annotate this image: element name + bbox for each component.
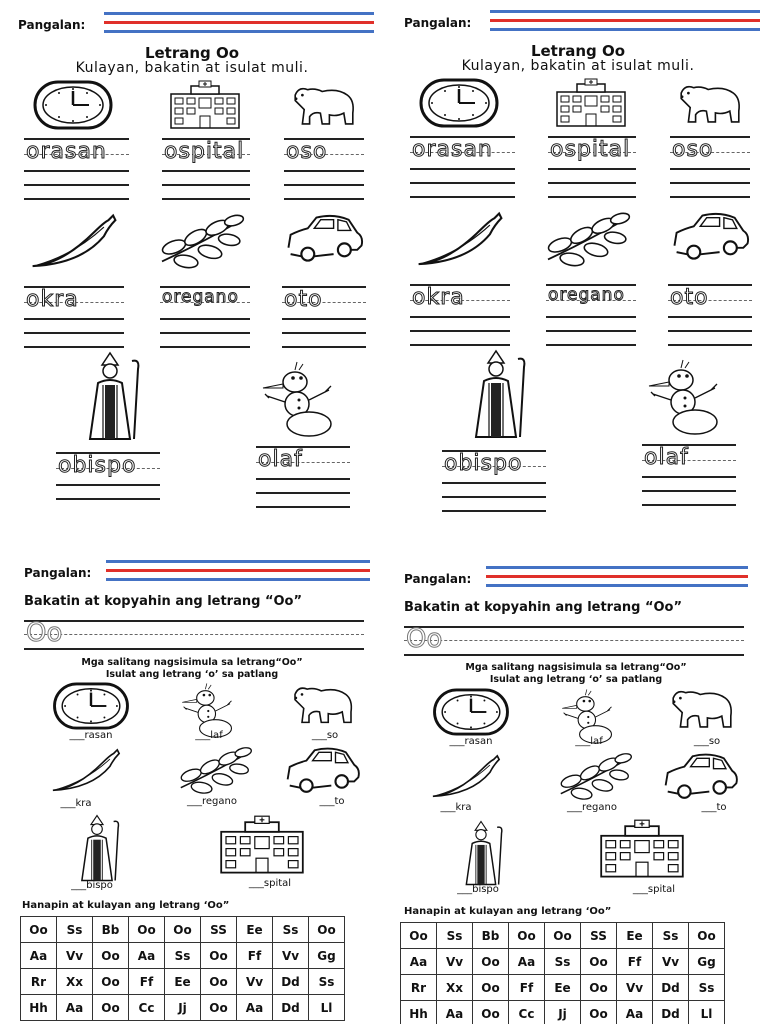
grid-cell[interactable]: Rr bbox=[401, 975, 437, 1001]
page-title: Letrang Oo bbox=[530, 42, 626, 60]
letter-grid bbox=[20, 916, 345, 1021]
trace-box bbox=[24, 132, 129, 200]
grid-cell[interactable]: Ss bbox=[653, 923, 689, 949]
find-title: Hanapin at kulayan ang letrang ‘Oo” bbox=[404, 906, 612, 917]
grid-cell[interactable]: Aa bbox=[57, 995, 93, 1021]
grid-cell[interactable]: Oo bbox=[473, 1001, 509, 1024]
worksheet-bottom-right bbox=[384, 512, 768, 1024]
grid-cell[interactable]: Ss bbox=[545, 949, 581, 975]
trace-box bbox=[24, 280, 124, 348]
blank-word: ___rasan bbox=[449, 736, 493, 747]
name-label: Pangalan: bbox=[404, 572, 472, 586]
trace-box bbox=[284, 132, 364, 200]
okra-icon bbox=[414, 206, 506, 274]
grid-cell[interactable]: Aa bbox=[401, 949, 437, 975]
grid-cell[interactable]: Ff bbox=[237, 943, 273, 969]
grid-cell[interactable]: Ff bbox=[129, 969, 165, 995]
grid-cell[interactable]: Ee bbox=[617, 923, 653, 949]
trace-word: oso bbox=[286, 139, 328, 164]
trace-box bbox=[410, 130, 515, 198]
grid-cell[interactable]: Oo bbox=[201, 943, 237, 969]
clock-icon bbox=[50, 682, 132, 730]
subtitle-instruction: Isulat ang letrang ‘o’ sa patlang bbox=[105, 669, 279, 680]
trace-box bbox=[410, 278, 510, 346]
grid-cell[interactable]: Gg bbox=[309, 943, 345, 969]
grid-cell[interactable]: Ee bbox=[165, 969, 201, 995]
grid-cell[interactable]: Oo bbox=[165, 917, 201, 943]
blank-word: ___rasan bbox=[69, 730, 113, 741]
trace-box bbox=[546, 278, 636, 346]
grid-cell[interactable]: SS bbox=[201, 917, 237, 943]
trace-word: oregano bbox=[548, 285, 625, 305]
okra-icon bbox=[420, 754, 512, 800]
name-label: Pangalan: bbox=[24, 566, 92, 580]
bear-icon bbox=[666, 684, 738, 732]
name-line bbox=[104, 12, 374, 34]
grid-cell[interactable]: Cc bbox=[129, 995, 165, 1021]
worksheet-top-left bbox=[0, 0, 384, 512]
grid-cell[interactable]: Vv bbox=[237, 969, 273, 995]
name-label: Pangalan: bbox=[18, 18, 86, 32]
blank-word: ___regano bbox=[187, 796, 237, 807]
trace-box bbox=[668, 278, 752, 346]
grid-cell[interactable]: Oo bbox=[473, 949, 509, 975]
trace-word: obispo bbox=[444, 451, 523, 476]
grid-cell[interactable]: Oo bbox=[401, 923, 437, 949]
grid-cell[interactable]: Rr bbox=[21, 969, 57, 995]
clock-icon bbox=[430, 688, 512, 736]
name-line bbox=[490, 10, 760, 32]
blank-word: ___kra bbox=[440, 802, 472, 813]
snowman-icon bbox=[638, 358, 734, 438]
clock-icon bbox=[30, 80, 116, 130]
blank-word: ___laf bbox=[195, 730, 223, 741]
trace-letter: Oo bbox=[26, 618, 63, 648]
grid-cell[interactable]: Vv bbox=[437, 949, 473, 975]
trace-word: okra bbox=[412, 285, 465, 310]
grid-cell[interactable]: Ff bbox=[509, 975, 545, 1001]
trace-word: olaf bbox=[258, 447, 303, 472]
grid-cell[interactable]: Oo bbox=[201, 969, 237, 995]
grid-cell[interactable]: Vv bbox=[273, 943, 309, 969]
subtitle: Mga salitang nagsisimula sa letrang“Oo” bbox=[81, 657, 303, 668]
bear-icon bbox=[288, 680, 358, 728]
trace-box bbox=[56, 446, 160, 512]
grid-cell[interactable]: Bb bbox=[93, 917, 129, 943]
page-title: Letrang Oo bbox=[144, 44, 240, 62]
trace-word: ospital bbox=[550, 137, 631, 162]
grid-cell[interactable]: Oo bbox=[509, 923, 545, 949]
letter-trace-area bbox=[24, 616, 364, 656]
bishop-icon bbox=[62, 814, 132, 882]
grid-cell[interactable]: Aa bbox=[437, 1001, 473, 1024]
trace-box bbox=[160, 280, 250, 348]
trace-word: ospital bbox=[164, 139, 245, 164]
blank-word: ___bispo bbox=[71, 880, 113, 891]
grid-cell[interactable]: Ee bbox=[237, 917, 273, 943]
car-icon bbox=[668, 204, 754, 268]
grid-cell[interactable]: Xx bbox=[437, 975, 473, 1001]
bishop-icon bbox=[446, 820, 516, 886]
oregano-icon bbox=[168, 744, 256, 796]
trace-word: oto bbox=[670, 285, 709, 310]
grid-cell[interactable]: Oo bbox=[581, 975, 617, 1001]
blank-word: ___to bbox=[319, 796, 345, 807]
grid-cell[interactable]: Vv bbox=[617, 975, 653, 1001]
name-line bbox=[486, 566, 748, 588]
blank-word: ___spital bbox=[632, 884, 676, 895]
trace-word: oso bbox=[672, 137, 714, 162]
grid-cell[interactable]: Ss bbox=[437, 923, 473, 949]
grid-cell[interactable]: Oo bbox=[581, 949, 617, 975]
grid-cell[interactable]: Ss bbox=[309, 969, 345, 995]
oregano-icon bbox=[536, 204, 632, 274]
grid-cell[interactable]: Oo bbox=[93, 995, 129, 1021]
trace-word: okra bbox=[26, 287, 79, 312]
blank-word: ___laf bbox=[575, 736, 603, 747]
trace-letter: Oo bbox=[406, 624, 443, 654]
bishop-icon bbox=[456, 348, 536, 440]
grid-cell[interactable]: Xx bbox=[57, 969, 93, 995]
grid-cell[interactable]: Aa bbox=[129, 943, 165, 969]
grid-cell[interactable]: Ll bbox=[689, 1001, 725, 1024]
bear-icon bbox=[674, 78, 746, 128]
grid-cell[interactable]: Ll bbox=[309, 995, 345, 1021]
subtitle: Mga salitang nagsisimula sa letrang“Oo” bbox=[465, 662, 687, 673]
grid-cell[interactable]: Cc bbox=[509, 1001, 545, 1024]
hospital-icon bbox=[551, 78, 631, 128]
okra-icon bbox=[40, 748, 132, 794]
snowman-icon bbox=[252, 360, 348, 440]
trace-box bbox=[282, 280, 366, 348]
grid-cell[interactable]: Oo bbox=[21, 917, 57, 943]
name-line bbox=[106, 560, 370, 582]
blank-word: ___regano bbox=[567, 802, 617, 813]
hospital-icon bbox=[214, 812, 310, 878]
grid-cell[interactable]: Oo bbox=[473, 975, 509, 1001]
letter-trace-area bbox=[404, 622, 744, 662]
blank-word: ___to bbox=[701, 802, 727, 813]
grid-cell[interactable]: Hh bbox=[21, 995, 57, 1021]
page-title: Bakatin at kopyahin ang letrang “Oo” bbox=[404, 600, 683, 615]
grid-cell[interactable]: Oo bbox=[545, 923, 581, 949]
find-title: Hanapin at kulayan ang letrang ‘Oo” bbox=[22, 900, 230, 911]
worksheet-top-right bbox=[386, 0, 768, 512]
hospital-icon bbox=[165, 80, 245, 130]
trace-box bbox=[670, 130, 750, 198]
page-title: Bakatin at kopyahin ang letrang “Oo” bbox=[24, 594, 303, 609]
trace-box bbox=[162, 132, 250, 200]
trace-box bbox=[642, 438, 736, 506]
grid-cell[interactable]: Oo bbox=[689, 923, 725, 949]
grid-cell[interactable]: Ff bbox=[617, 949, 653, 975]
grid-cell[interactable]: Gg bbox=[689, 949, 725, 975]
trace-word: olaf bbox=[644, 445, 689, 470]
grid-cell[interactable]: Ss bbox=[165, 943, 201, 969]
grid-cell[interactable]: Ee bbox=[545, 975, 581, 1001]
grid-cell[interactable]: Ss bbox=[273, 917, 309, 943]
grid-cell[interactable]: Aa bbox=[509, 949, 545, 975]
grid-cell[interactable]: Dd bbox=[273, 995, 309, 1021]
worksheet-bottom-left bbox=[0, 512, 384, 1024]
bishop-icon bbox=[70, 350, 150, 442]
grid-cell[interactable]: SS bbox=[581, 923, 617, 949]
clock-icon bbox=[416, 78, 502, 128]
subtitle-instruction: Isulat ang letrang ‘o’ sa patlang bbox=[489, 674, 663, 685]
trace-word: oregano bbox=[162, 287, 239, 307]
blank-word: ___bispo bbox=[457, 884, 499, 895]
blank-word: ___so bbox=[311, 730, 339, 741]
grid-cell[interactable]: Vv bbox=[653, 949, 689, 975]
trace-box bbox=[442, 444, 546, 512]
grid-cell[interactable]: Aa bbox=[21, 943, 57, 969]
grid-cell[interactable]: Dd bbox=[653, 975, 689, 1001]
trace-word: orasan bbox=[412, 137, 493, 162]
grid-cell[interactable]: Dd bbox=[653, 1001, 689, 1024]
letter-grid bbox=[400, 922, 725, 1024]
grid-cell[interactable]: Vv bbox=[57, 943, 93, 969]
grid-cell[interactable]: Oo bbox=[581, 1001, 617, 1024]
blank-word: ___spital bbox=[248, 878, 292, 889]
oregano-icon bbox=[548, 750, 636, 802]
trace-word: obispo bbox=[58, 453, 137, 478]
trace-box bbox=[256, 440, 350, 508]
grid-cell[interactable]: Jj bbox=[545, 1001, 581, 1024]
grid-cell[interactable]: Aa bbox=[617, 1001, 653, 1024]
grid-cell[interactable]: Hh bbox=[401, 1001, 437, 1024]
grid-cell[interactable]: Oo bbox=[93, 943, 129, 969]
car-icon bbox=[280, 744, 366, 796]
grid-cell[interactable]: Oo bbox=[201, 995, 237, 1021]
grid-cell[interactable]: Oo bbox=[93, 969, 129, 995]
grid-cell[interactable]: Oo bbox=[309, 917, 345, 943]
trace-box bbox=[548, 130, 636, 198]
grid-cell[interactable]: Ss bbox=[689, 975, 725, 1001]
grid-cell[interactable]: Ss bbox=[57, 917, 93, 943]
grid-cell[interactable]: Bb bbox=[473, 923, 509, 949]
instruction: Kulayan, bakatin at isulat muli. bbox=[75, 60, 309, 76]
oregano-icon bbox=[150, 206, 246, 276]
okra-icon bbox=[28, 208, 120, 276]
grid-cell[interactable]: Aa bbox=[237, 995, 273, 1021]
grid-cell[interactable]: Oo bbox=[129, 917, 165, 943]
trace-word: oto bbox=[284, 287, 323, 312]
blank-word: ___so bbox=[693, 736, 721, 747]
bear-icon bbox=[288, 80, 360, 130]
grid-cell[interactable]: Dd bbox=[273, 969, 309, 995]
hospital-icon bbox=[594, 816, 690, 882]
blank-word: ___kra bbox=[60, 798, 92, 809]
car-icon bbox=[658, 750, 744, 802]
instruction: Kulayan, bakatin at isulat muli. bbox=[461, 58, 695, 74]
car-icon bbox=[282, 206, 368, 270]
grid-cell[interactable]: Jj bbox=[165, 995, 201, 1021]
trace-word: orasan bbox=[26, 139, 107, 164]
name-label: Pangalan: bbox=[404, 16, 472, 30]
